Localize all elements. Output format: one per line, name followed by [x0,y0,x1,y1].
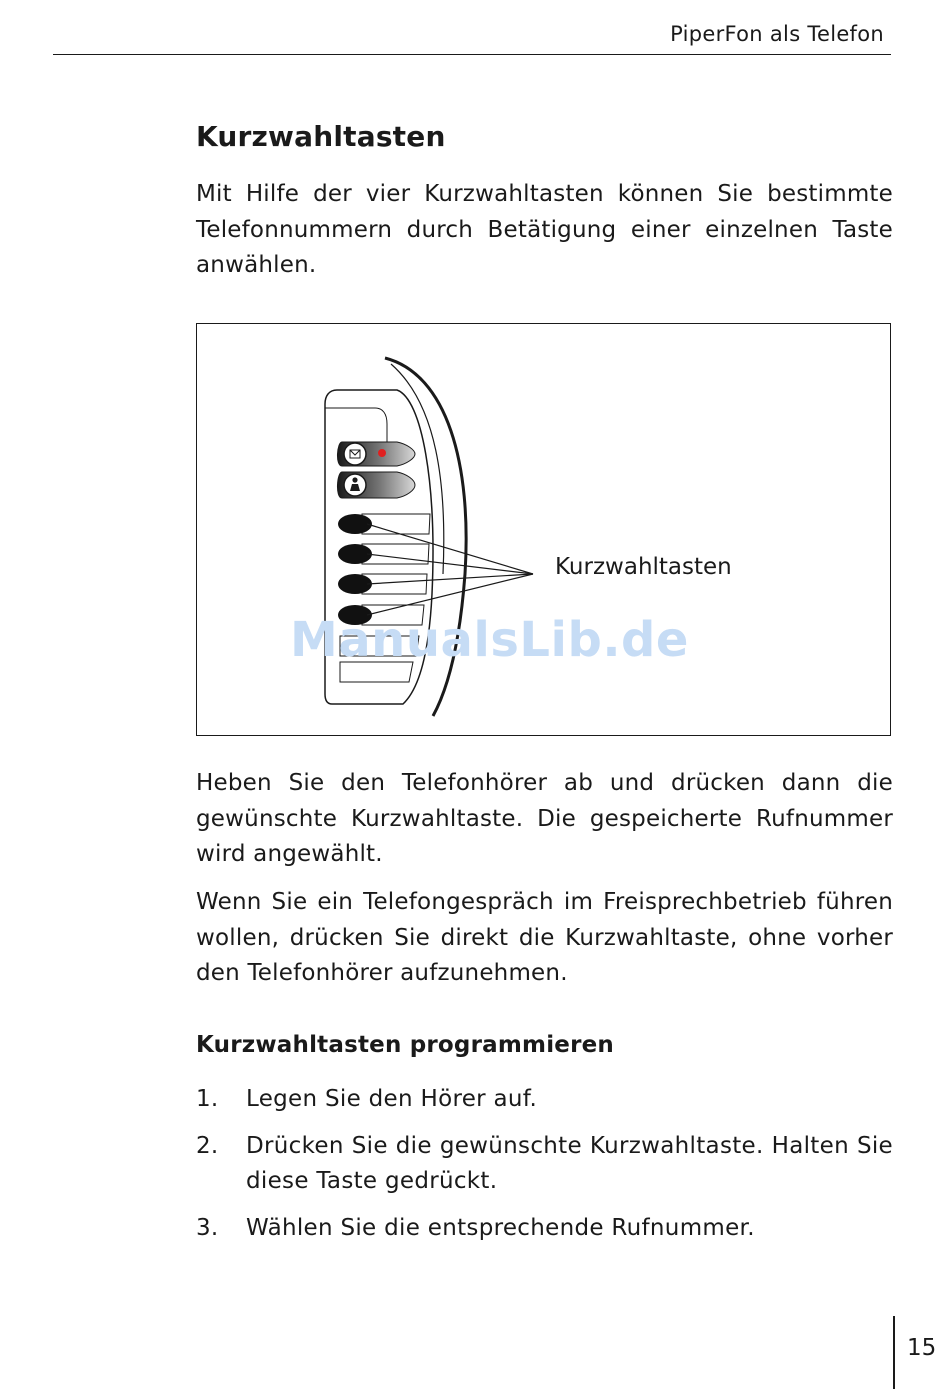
step-number: 1. [196,1086,219,1112]
section-title: Kurzwahltasten [196,120,446,153]
list-item [196,1129,893,1199]
page-number: 15 [907,1335,937,1361]
speed-dial-key-2 [338,544,429,564]
step-number: 3. [196,1215,219,1241]
status-led [378,449,386,457]
phone-illustration [197,324,890,735]
step-text: Legen Sie den Hörer auf. [246,1086,538,1112]
list-item [196,1211,893,1246]
body-paragraph-2: Wenn Sie ein Telefongespräch im Freisprechbetrieb führen wollen, drücken Sie direkt die Kurzwahltaste, ohne vorher den Telefonhörer aufzunehmen. [196,889,893,986]
intro-paragraph: Mit Hilfe der vier Kurzwahltasten können Sie bestimmte Telefonnummern durch Betätigung einer einzelnen Taste anwählen. [196,181,893,278]
step-text: Drücken Sie die gewünschte Kurzwahltaste. Halten Sie diese Taste gedrückt. [246,1133,893,1194]
watermark: ManualsLib.de [290,612,689,668]
message-button [337,442,415,466]
subsection-title: Kurzwahltasten programmieren [196,1032,614,1058]
header-divider [53,54,891,55]
page-number-divider [893,1316,895,1389]
person-button [337,472,415,498]
steps-list [196,1082,893,1258]
list-item [196,1082,893,1117]
speed-dial-key-1 [338,514,430,534]
figure-label: Kurzwahltasten [555,554,732,580]
running-header: PiperFon als Telefon [670,22,884,46]
step-text: Wählen Sie die entsprechende Rufnummer. [246,1215,755,1241]
speed-dial-key-3 [338,574,427,594]
step-number: 2. [196,1133,219,1159]
body-paragraph-1: Heben Sie den Telefonhörer ab und drücken dann die gewünschte Kurzwahltaste. Die gespeicherte Rufnummer wird angewählt. [196,770,893,867]
phone-keypad-figure [196,323,891,736]
